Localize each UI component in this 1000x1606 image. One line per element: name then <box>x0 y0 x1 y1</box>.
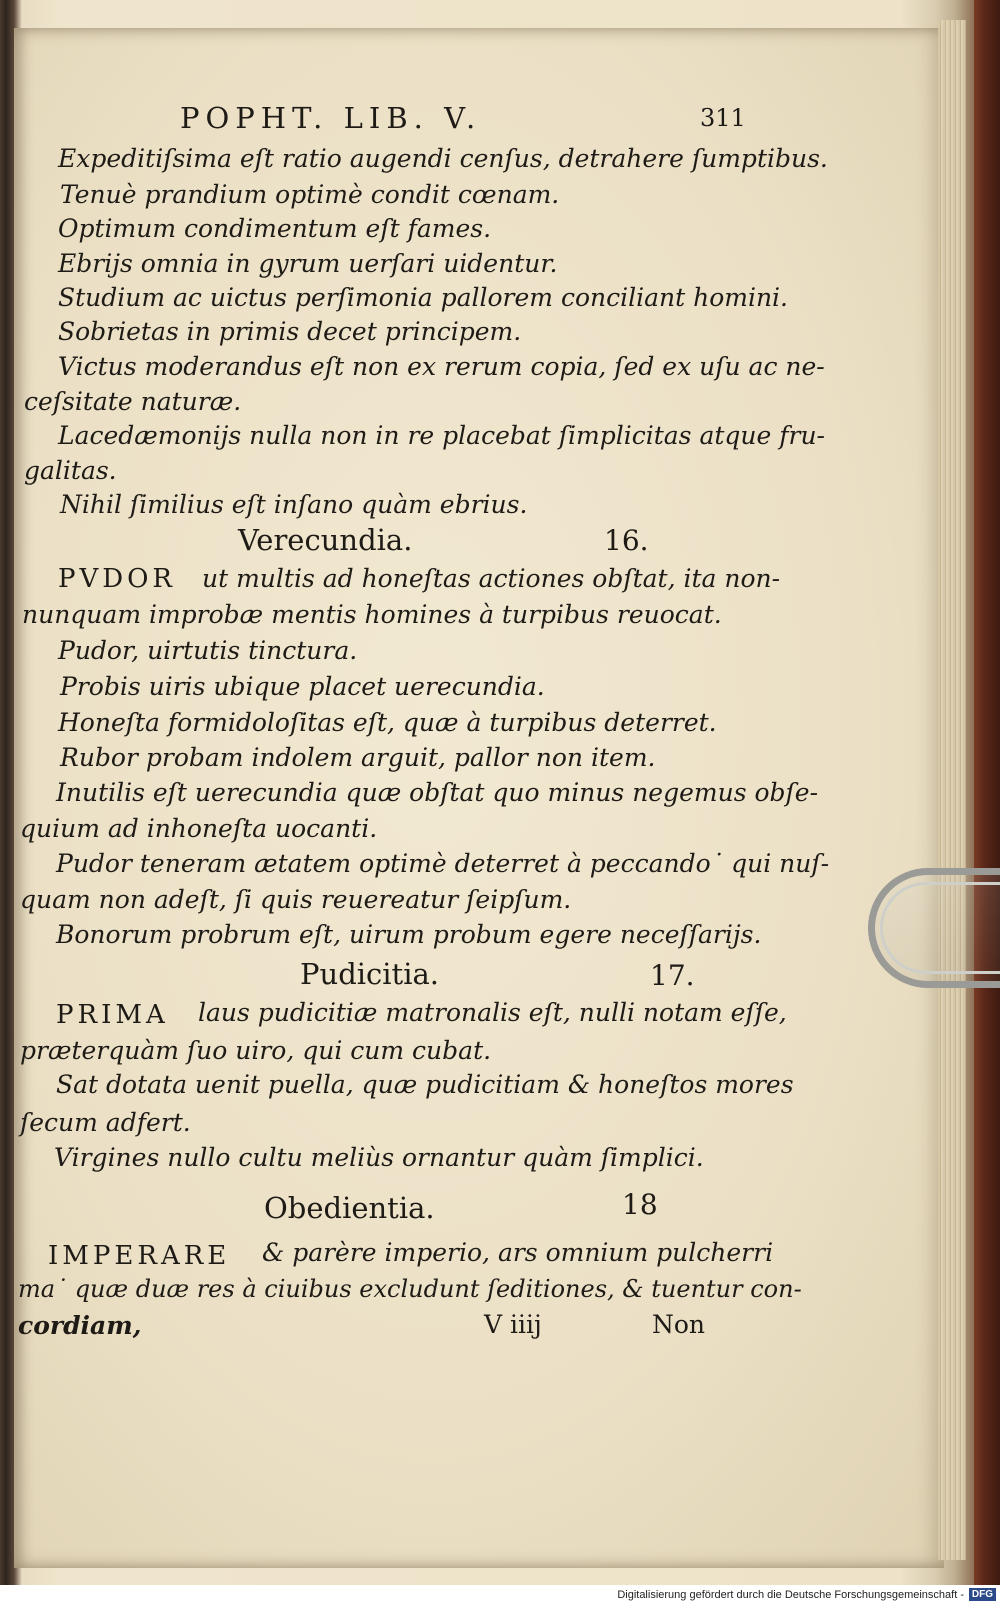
binder-clip-highlight <box>880 882 1000 974</box>
dfg-logo: DFG <box>969 1588 996 1601</box>
section-heading-verecundia: Verecundia. <box>238 523 413 557</box>
text-line: & parère imperio, ars omnium pulcherri <box>262 1238 774 1267</box>
footer-bar <box>0 1585 1000 1606</box>
text-line: Lacedæmonijs nulla non in re placebat ſimplicitas atque fru- <box>58 421 825 450</box>
text-line: quam non adeſt, ſi quis reuereatur ſeipſum. <box>20 885 572 914</box>
section-number: 18 <box>622 1188 658 1221</box>
text-line: Studium ac uictus perſimonia pallorem conciliant homini. <box>58 283 788 312</box>
text-line: galitas. <box>24 456 117 485</box>
text-line: Bonorum probrum eſt, uirum probum egere neceſſarijs. <box>56 920 762 949</box>
text-line: laus pudicitiæ matronalis eſt, nulli notam eſſe, <box>198 998 787 1027</box>
section-number: 17. <box>650 959 695 992</box>
text-line: nunquam improbæ mentis homines à turpibus reuocat. <box>22 600 722 629</box>
text-line: Virgines nullo cultu meliùs ornantur quàm ſimplici. <box>54 1143 704 1172</box>
funding-credit: Digitalisierung gefördert durch die Deutsche Forschungsgemeinschaft - <box>617 1589 964 1601</box>
text-line: Expeditiſsima eſt ratio augendi cenſus, detrahere ſumptibus. <box>58 144 828 173</box>
initial-word: PVDOR <box>58 564 177 594</box>
catchword: Non <box>652 1310 706 1339</box>
text-line: ceſsitate naturæ. <box>24 387 242 416</box>
text-line: Ebrijs omnia in gyrum uerſari uidentur. <box>58 249 558 278</box>
initial-word: PRIMA <box>56 1000 169 1030</box>
section-number: 16. <box>604 524 649 557</box>
text-line: ut multis ad honeſtas actiones obſtat, ita non- <box>202 564 781 593</box>
text-line: Pudor teneram ætatem optimè deterret à peccando˙ qui nuſ- <box>56 849 830 878</box>
signature-mark: V iiij <box>484 1310 542 1339</box>
text-line: Inutilis eſt uerecundia quæ obſtat quo minus negemus obſe- <box>56 778 819 807</box>
text-line: quium ad inhoneſta uocanti. <box>20 814 378 843</box>
text-line: cordiam, <box>18 1311 142 1340</box>
text-line: Nihil ſimilius eſt inſano quàm ebrius. <box>60 490 528 519</box>
text-line: Probis uiris ubique placet uerecundia. <box>60 672 545 701</box>
text-line: Honeſta formidoloſitas eſt, quæ à turpibus deterret. <box>58 708 717 737</box>
text-line: Optimum condimentum eſt fames. <box>58 214 492 243</box>
page-number: 311 <box>700 104 746 132</box>
text-line: ſecum adfert. <box>20 1108 191 1137</box>
section-heading-obedientia: Obedientia. <box>264 1191 435 1225</box>
text-line: Rubor probam indolem arguit, pallor non item. <box>60 743 656 772</box>
text-line: Tenuè prandium optimè condit cœnam. <box>60 180 560 209</box>
text-line: Sat dotata uenit puella, quæ pudicitiam & honeſtos mores <box>56 1070 794 1099</box>
text-line: Sobrietas in primis decet principem. <box>58 317 522 346</box>
text-line: Victus moderandus eſt non ex rerum copia, ſed ex uſu ac ne- <box>58 352 825 381</box>
text-line: præterquàm ſuo uiro, qui cum cubat. <box>20 1036 492 1065</box>
initial-word: IMPERARE <box>48 1241 231 1271</box>
text-line: Pudor, uirtutis tinctura. <box>58 636 358 665</box>
running-title: POPHT. LIB. V. <box>180 101 482 135</box>
section-heading-pudicitia: Pudicitia. <box>300 957 439 991</box>
text-line: ma˙ quæ duæ res à ciuibus excludunt ſeditiones, & tuentur con- <box>18 1275 802 1303</box>
